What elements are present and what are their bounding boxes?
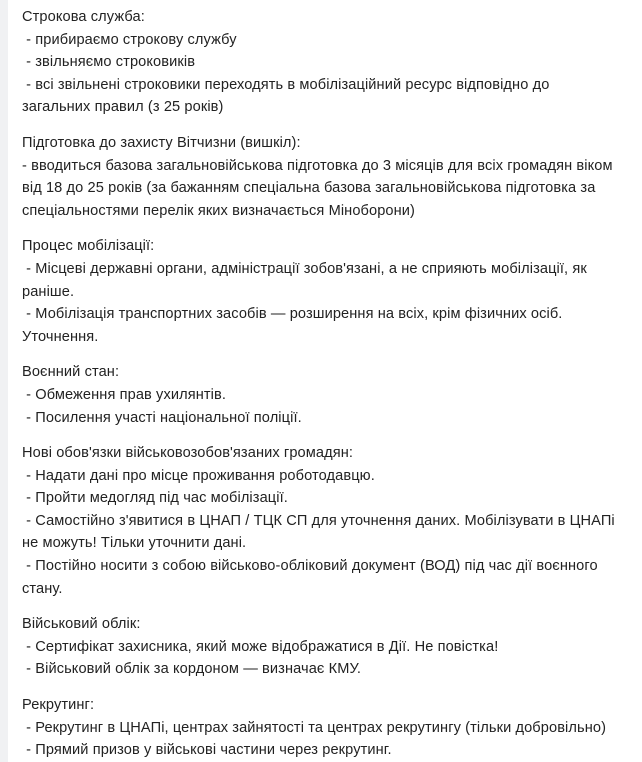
section-heading: Нові обов'язки військовозобов'язаних громадян:: [22, 445, 354, 462]
section-conscription-service: [22, 6, 620, 119]
section-new-obligations: [22, 442, 620, 600]
section-line: - Самостійно з'явитися в ЦНАП / ТЦК СП для уточнення даних. Мобілізувати в ЦНАПі не можуть! Тільки уточнити дані.: [22, 512, 619, 552]
section-line: - вводиться базова загальновійськова підготовка до 3 місяців для всіх громадян віком від 18 до 25 років (за бажанням спеціальна базова загальновійськова підготовка за спеціальностями перелік яких визначається Міноборони): [22, 157, 617, 219]
section-line: - Надати дані про місце проживання роботодавцю.: [22, 467, 375, 484]
section-line: - Рекрутинг в ЦНАПі, центрах зайнятості та центрах рекрутингу (тільки добровільно): [22, 719, 607, 736]
section-line: - всі звільнені строковики переходять в мобілізаційний ресурс відповідно до загальних правил (з 25 років): [22, 76, 554, 116]
section-line: - Посилення участі національної поліції.: [22, 409, 302, 426]
section-military-registration: [22, 613, 620, 681]
section-line: - Сертифікат захисника, який може відображатися в Дії. Не повістка!: [22, 638, 499, 655]
section-line: - Мобілізація транспортних засобів — розширення на всіх, крім фізичних осіб. Уточнення.: [22, 306, 567, 345]
section-line: - Обмеження прав ухилянтів.: [22, 386, 226, 403]
section-martial-law: [22, 361, 620, 429]
section-heading: Підготовка до захисту Вітчизни (вишкіл):: [22, 134, 301, 151]
section-heading: Процес мобілізації:: [22, 238, 155, 255]
section-defense-training: [22, 132, 620, 222]
section-recruiting: [22, 694, 620, 762]
section-line: - звільняємо строковиків: [22, 54, 196, 71]
section-heading: Військовий облік:: [22, 616, 141, 633]
section-heading: Воєнний стан:: [22, 364, 120, 381]
section-mobilization-process: [22, 235, 620, 348]
section-line: - прибираємо строкову службу: [22, 31, 237, 48]
section-heading: Строкова служба:: [22, 9, 145, 25]
section-line: - Місцеві державні органи, адміністрації зобов'язані, а не сприяють мобілізації, як раніше.: [22, 260, 592, 300]
section-line: - Постійно носити з собою військово-обліковий документ (ВОД) під час дії воєнного стану.: [22, 558, 602, 597]
section-line: - Військовий облік за кордоном — визначає КМУ.: [22, 661, 362, 678]
section-line: - Пройти медогляд під час мобілізації.: [22, 490, 288, 507]
section-line: - Прямий призов у військові частини через рекрутинг.: [22, 742, 392, 759]
section-heading: Рекрутинг:: [22, 697, 95, 714]
left-edge-strip: [0, 0, 8, 762]
